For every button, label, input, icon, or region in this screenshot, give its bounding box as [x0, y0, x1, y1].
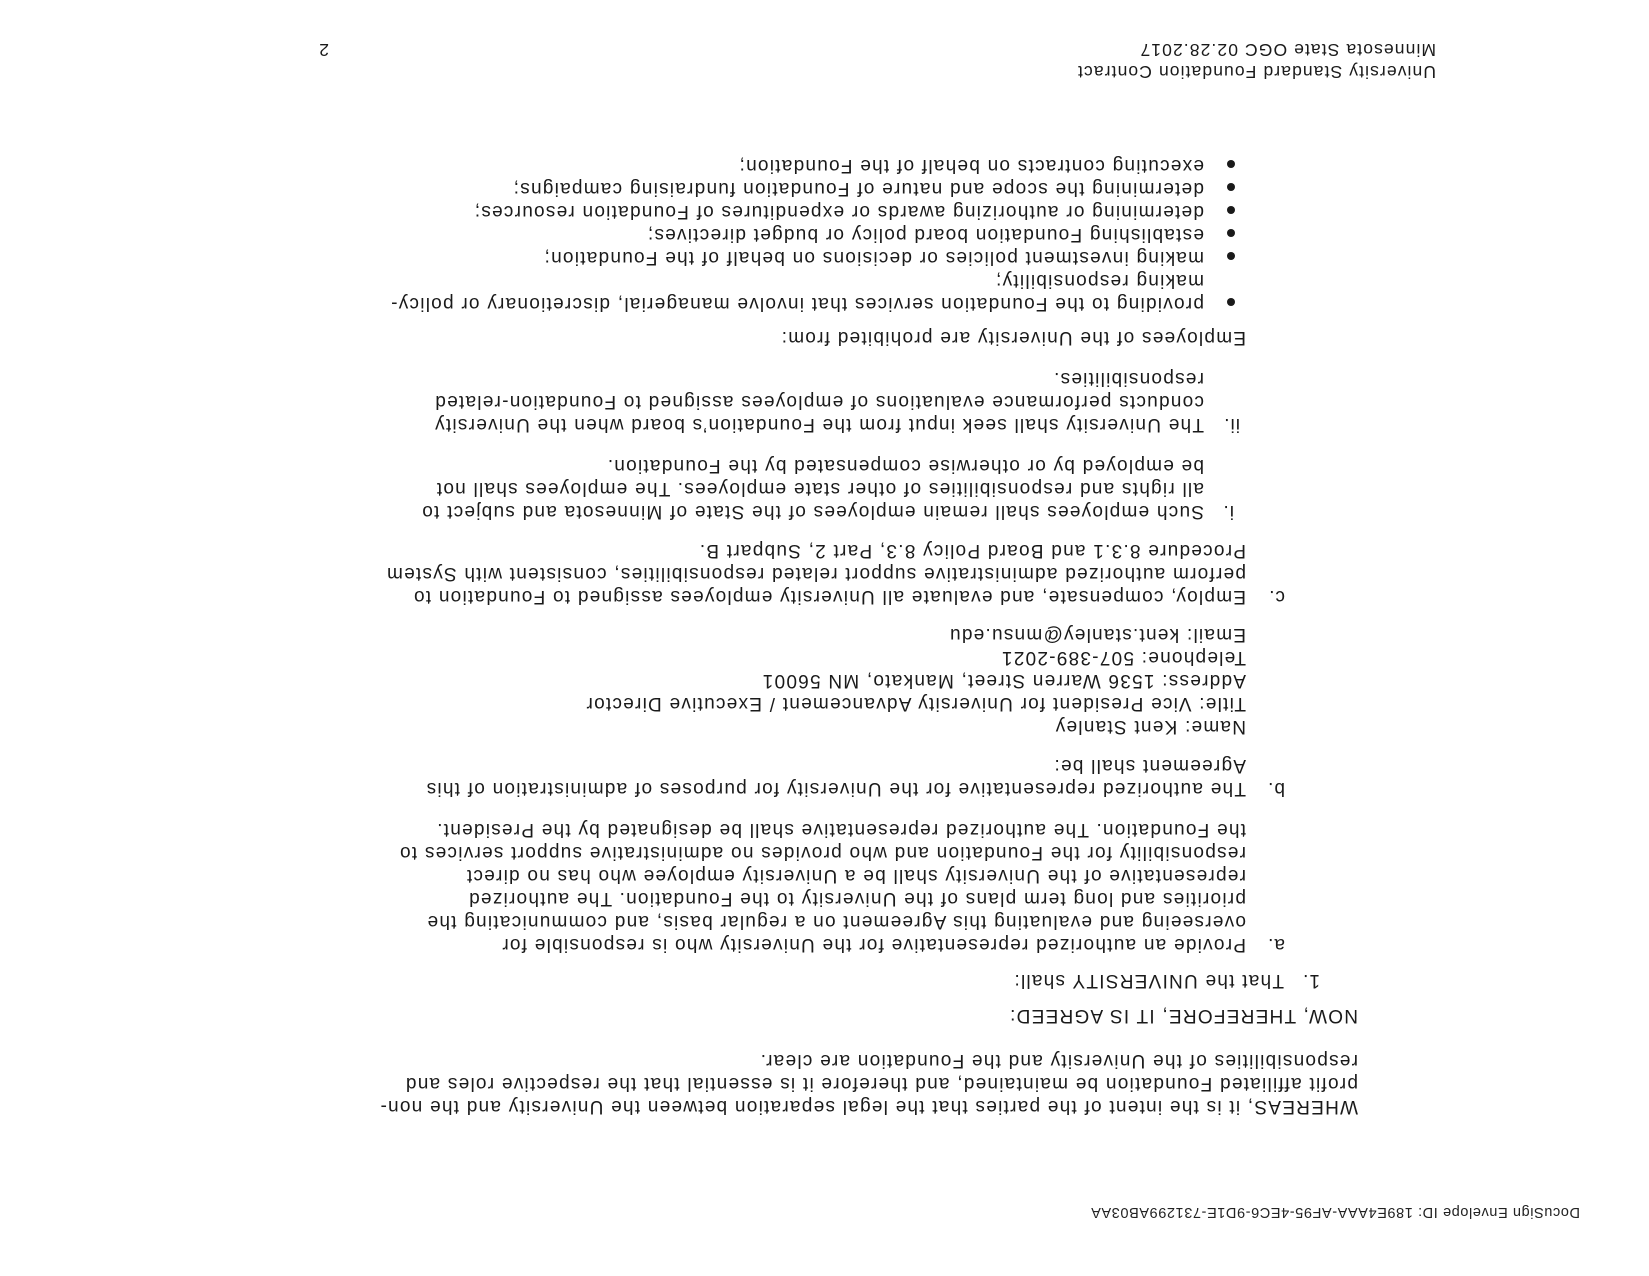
paragraph-line: WHEREAS, it is the intent of the parties that the legal separation between the University and the non- [379, 1096, 1358, 1117]
item-line: The authorized representative for the University for purposes of administration of this [425, 778, 1246, 799]
item-line: Agreement shall be: [1053, 755, 1246, 776]
list-item-line: making investment policies or decisions on behalf of the Foundation; [543, 247, 1204, 268]
item-line: responsibilities. [1052, 368, 1204, 389]
item-line: the Foundation. The authorized representative shall be designated by the President. [435, 819, 1246, 840]
list-item-line: determining or authorizing awards or expenditures of Foundation resources; [473, 201, 1204, 222]
paragraph-line: responsibilities of the University and the Foundation are clear. [759, 1050, 1358, 1071]
item-line: Such employees shall remain employees of the State of Minnesota and subject to [421, 501, 1204, 522]
item-line: responsibility for the Foundation and who provides no administrative support services to [398, 842, 1246, 863]
bullet-icon [1227, 160, 1235, 168]
item-line: The University shall seek input from the Foundation’s board when the University [433, 414, 1204, 435]
paragraph-line: profit affiliated Foundation be maintained, and therefore it is essential that the respective roles and [404, 1073, 1358, 1094]
item-label: ii. [1223, 414, 1240, 435]
item-label: b. [1267, 778, 1285, 799]
bullet-icon [1227, 252, 1235, 260]
agreed-heading: NOW, THEREFORE, IT IS AGREED: [1008, 1005, 1358, 1026]
list-item-line: establishing Foundation board policy or budget directives; [646, 224, 1204, 245]
contact-telephone: Telephone: 507-389-2021 [1000, 647, 1246, 668]
item-line: Procedure 8.3.1 and Board Policy 8.3, Part 2, Subpart B. [698, 540, 1246, 561]
bullet-icon [1227, 229, 1235, 237]
list-item-line: executing contracts on behalf of the Foundation; [738, 155, 1204, 176]
list-item-line: determining the scope and nature of Foundation fundraising campaigns; [512, 178, 1204, 199]
bullet-icon [1227, 298, 1235, 306]
item-line: Provide an authorized representative for the University who is responsible for [501, 934, 1246, 955]
page-number: 2 [318, 40, 329, 60]
bullet-icon [1227, 183, 1235, 191]
item-line: priorities and long term plans of the University to the Foundation. The authorized [467, 888, 1246, 909]
footer-contract-title: University Standard Foundation Contract [1076, 62, 1436, 82]
docusign-envelope-id: DocuSign Envelope ID: 189E4AAA-AF95-4EC6-9D1E-731299AB03AA [1090, 1204, 1580, 1220]
item-line: Employ, compensate, and evaluate all University employees assigned to Foundation to [412, 586, 1246, 607]
prohibited-heading: Employees of the University are prohibited from: [780, 327, 1246, 348]
item-line: be employed by or otherwise compensated by the Foundation. [606, 455, 1204, 476]
contact-title: Title: Vice President for University Advancement / Executive Director [585, 693, 1246, 714]
list-item-line: making responsibility; [994, 270, 1204, 291]
contact-address: Address: 1536 Warren Street, Mankato, MN 56001 [761, 670, 1246, 691]
section-number: 1. [1302, 970, 1320, 991]
item-line: conducts performance evaluations of employees assigned to Foundation-related [434, 391, 1204, 412]
contact-email: Email: kent.stanley@mnsu.edu [948, 624, 1246, 645]
item-label: i. [1222, 501, 1234, 522]
item-line: overseeing and evaluating this Agreement on a regular basis, and communicating the [426, 911, 1246, 932]
bullet-icon [1227, 206, 1235, 214]
list-item-line: providing to the Foundation services that involve managerial, discretionary or policy- [389, 293, 1204, 314]
contact-name: Name: Kent Stanley [1054, 716, 1246, 737]
item-line: all rights and responsibilities of other state employees. The employees shall not [435, 478, 1204, 499]
item-line: representative of the University shall be a University employee who has no direct [465, 865, 1246, 886]
section-title: That the UNIVERSITY shall: [1013, 970, 1284, 991]
item-label: a. [1267, 934, 1285, 955]
item-line: perform authorized administrative support related responsibilities, consistent with System [385, 563, 1246, 584]
item-label: c. [1268, 586, 1285, 607]
footer-ogc-date: Minnesota State OGC 02.28.2017 [1139, 40, 1436, 60]
